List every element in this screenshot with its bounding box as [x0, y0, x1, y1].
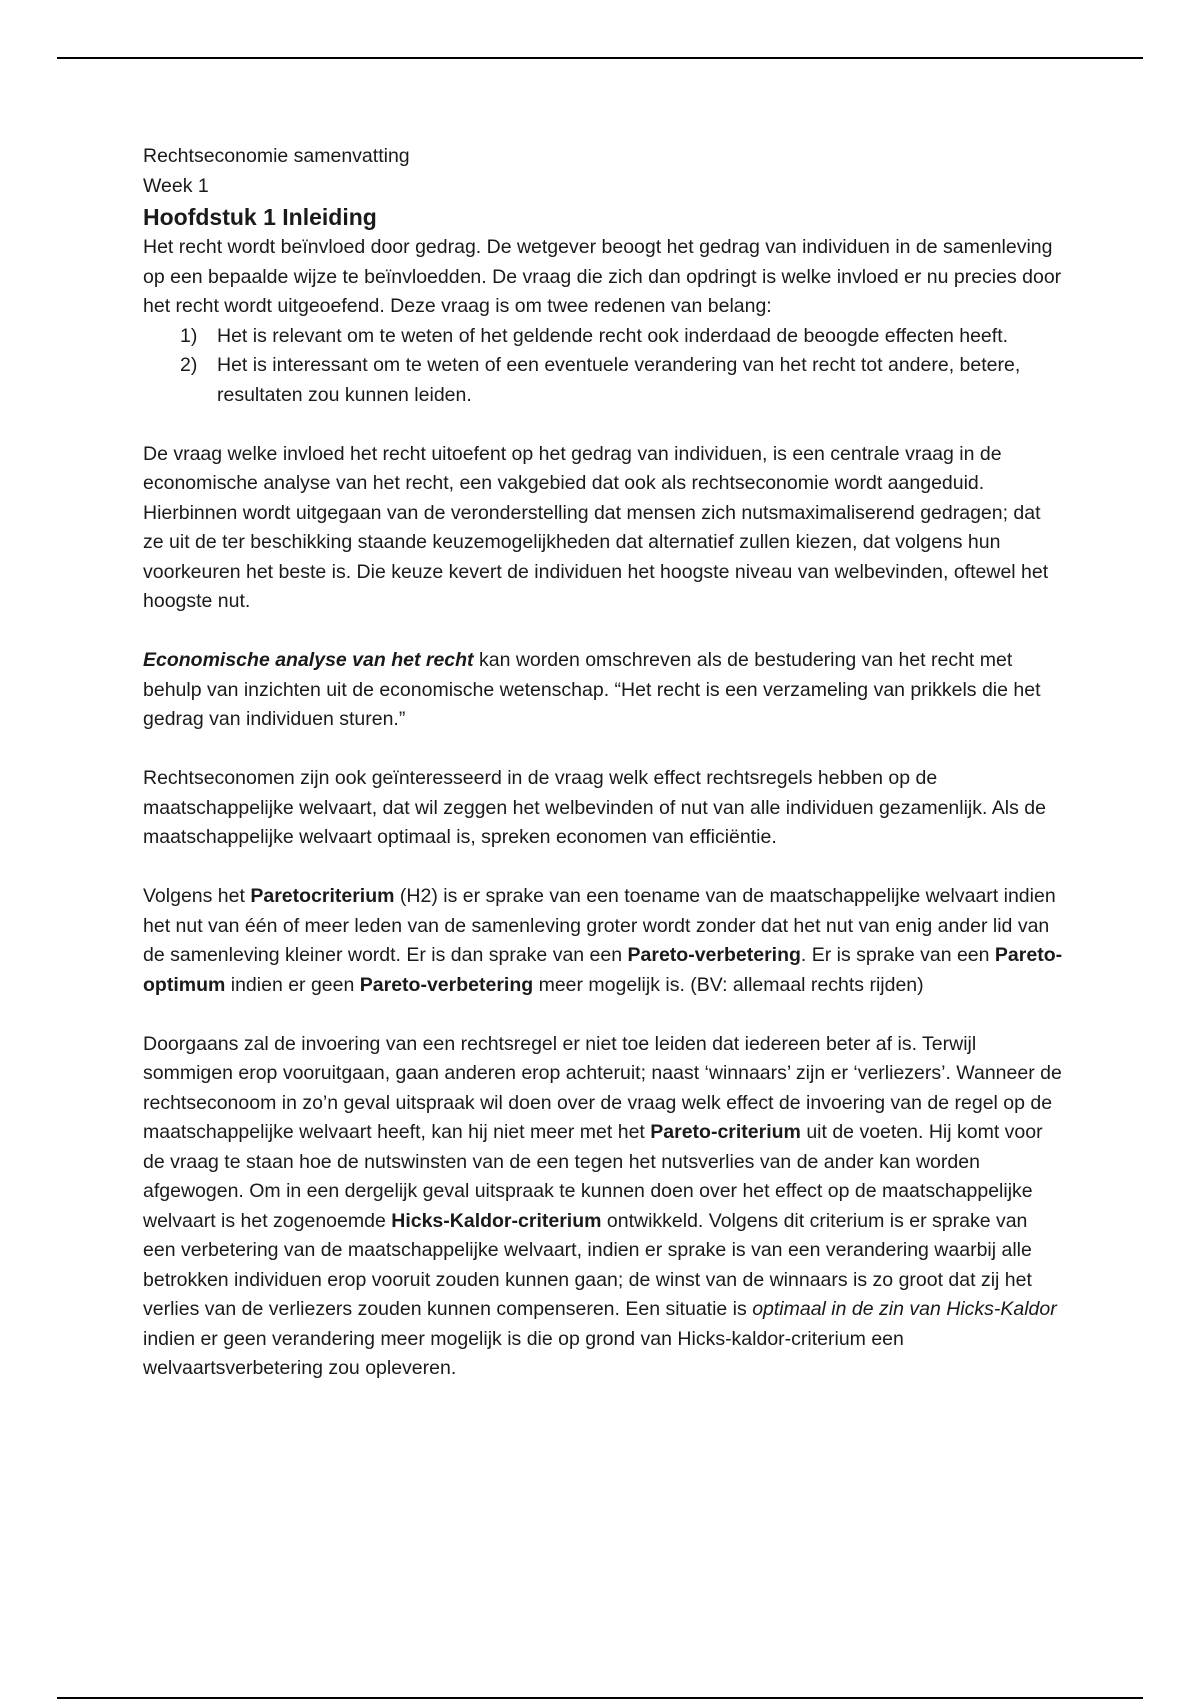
document-page — [143, 142, 1063, 1384]
reasons-list — [143, 322, 1063, 411]
text-run: uit de voeten. Hij komt voor de vraag te staan hoe de nutswinsten van de een tegen het nutsverlies van de ander kan worden afgewogen. Om in een dergelijk geval uitspraak te kunnen doen over het effect op de maatschappelijke welvaart is het zogenoemde — [143, 1121, 1043, 1232]
text-run: meer mogelijk is. (BV: allemaal rechts rijden) — [533, 973, 924, 996]
list-item-number: 2) — [180, 354, 198, 376]
term-pareto-verbetering: Pareto-verbetering — [359, 973, 534, 996]
text-run: (H2) is er sprake van een toename van de maatschappelijke welvaart indien het nut van één of meer leden van de samenleving groter wordt zonder dat het nut van enig ander lid van de samenleving kleiner wordt. Er is dan sprake van een — [143, 885, 1056, 966]
list-item-text: Het is relevant om te weten of het geldende recht ook inderdaad de beoogde effecten heeft. — [217, 324, 1009, 347]
header-rule — [57, 57, 1143, 59]
chapter-heading: Hoofdstuk 1 Inleiding — [143, 204, 377, 230]
text-run: Volgens het — [143, 885, 251, 907]
term-pareto-verbetering: Pareto-verbetering — [627, 944, 801, 966]
definition-text: kan worden omschreven als de bestudering van het recht met behulp van inzichten uit de economische wetenschap. “Het recht is een verzameling van prikkels die het gedrag van individuen sturen.” — [143, 649, 1041, 730]
text-run: . Er is sprake van een — [800, 944, 995, 966]
paragraph-gap — [143, 735, 1063, 765]
hicks-kaldor-paragraph — [143, 1030, 1063, 1384]
paragraph-gap — [143, 410, 1063, 440]
week-label: Week 1 — [143, 174, 209, 197]
list-item-number: 1) — [180, 324, 198, 347]
term-paretocriterium: Paretocriterium — [250, 885, 395, 907]
definition-paragraph — [143, 646, 1063, 735]
paragraph-gap — [143, 617, 1063, 647]
text-run: indien er geen verandering meer mogelijk is die op grond van Hicks-kaldor-criterium een welvaartsverbetering zou opleveren. — [143, 1327, 904, 1379]
welfare-paragraph: Rechtseconomen zijn ook geïnteresseerd in de vraag welk effect rechtsregels hebben op de maatschappelijke welvaart, dat wil zeggen het welbevinden of nut van alle individuen gezamenlijk. Als de maatschappelijke welvaart optimaal is, spreken economen van efficiëntie. — [143, 767, 1046, 848]
text-run: indien er geen — [225, 973, 360, 996]
document-title: Rechtseconomie samenvatting — [143, 145, 410, 167]
text-run: ontwikkeld. Volgens dit criterium is er sprake van een verbetering van de maatschappelijke welvaart, indien er sprake is van een verandering waarbij alle betrokken individuen erop vooruit zouden kunnen gaan; de winst van de winnaars is zo groot dat zij het verlies van de verliezers zouden kunnen compenseren. Een situatie is — [143, 1209, 1032, 1320]
paragraph-gap — [143, 1000, 1063, 1030]
paragraph-gap — [143, 853, 1063, 883]
footer-rule — [57, 1697, 1143, 1699]
intro-paragraph: Het recht wordt beïnvloed door gedrag. De wetgever beoogt het gedrag van individuen in de samenleving op een bepaalde wijze te beïnvloedden. De vraag die zich dan opdringt is welke invloed er nu precies door het recht wordt uitgeoefend. Deze vraag is om twee redenen van belang: — [143, 236, 1062, 317]
pareto-paragraph — [143, 882, 1063, 1000]
term-hicks-kaldor-criterium: Hicks-Kaldor-criterium — [391, 1209, 602, 1232]
term-optimaal-hicks-kaldor: optimaal in de zin van Hicks-Kaldor — [752, 1298, 1057, 1320]
list-item — [143, 322, 1063, 352]
term-pareto-optimum: Pareto-optimum — [143, 944, 1063, 996]
list-item-text: Het is interessant om te weten of een eventuele verandering van het recht tot andere, betere, resultaten zou kunnen leiden. — [217, 354, 1021, 406]
term-pareto-criterium: Pareto-criterium — [650, 1121, 801, 1143]
list-item — [143, 351, 1063, 410]
text-run: Doorgaans zal de invoering van een rechtsregel er niet toe leiden dat iedereen beter af is. Terwijl sommigen erop vooruitgaan, gaan anderen erop achteruit; naast ‘winnaars’ zijn er ‘verliezers’. Wanneer de rechtseconoom in zo’n geval uitspraak wil doen over de vraag welk effect de invoering van de regel op de maatschappelijke welvaart heeft, kan hij niet meer met het — [143, 1032, 1062, 1143]
definition-term: Economische analyse van het recht — [143, 649, 474, 671]
central-question-paragraph: De vraag welke invloed het recht uitoefent op het gedrag van individuen, is een centrale vraag in de economische analyse van het recht, een vakgebied dat ook als rechtseconomie wordt aangeduid. Hierbinnen wordt uitgegaan van de veronderstelling dat mensen zich nutsmaximaliserend gedragen; dat ze uit de ter beschikking staande keuzemogelijkheden dat alternatief zullen kiezen, dat volgens hun voorkeuren het beste is. Die keuze kevert de individuen het hoogste niveau van welbevinden, oftewel het hoogste nut. — [143, 442, 1049, 612]
